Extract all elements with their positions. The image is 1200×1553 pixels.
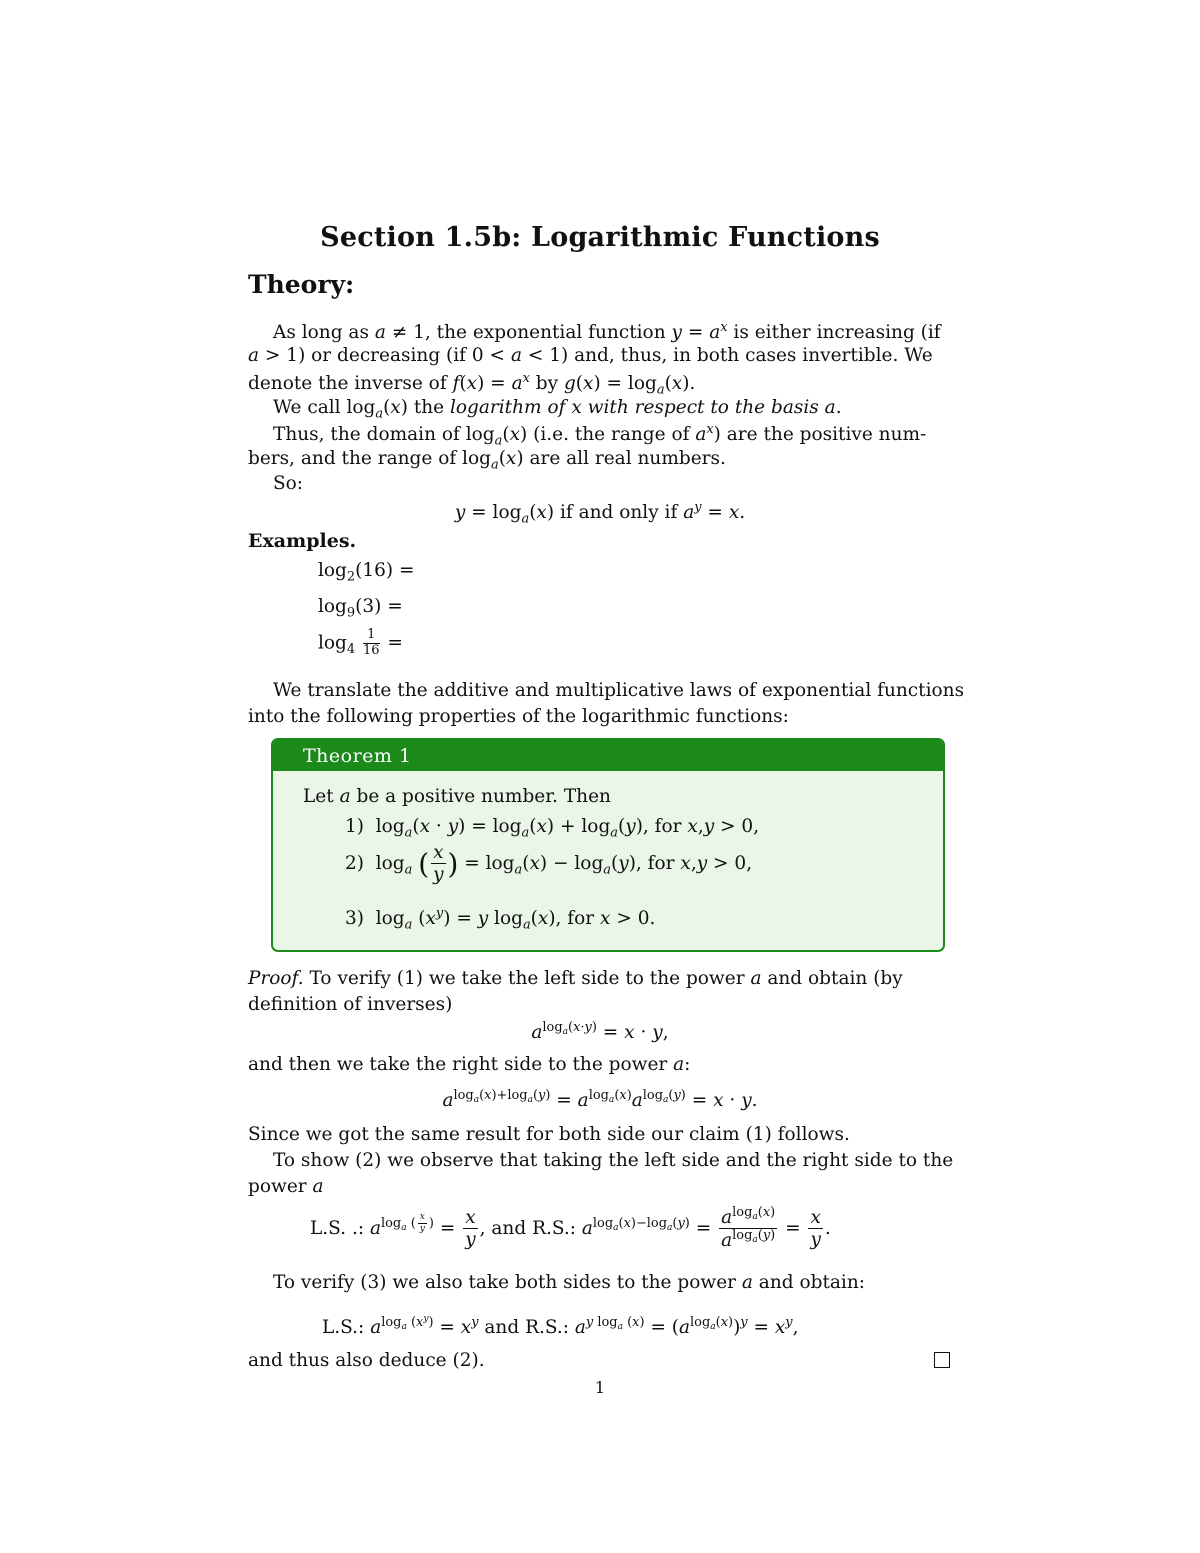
- example-1: $\log_2(16)$ =: [318, 560, 415, 585]
- para3-line1: Thus, the domain of $\log_a(x)$ (i.e. the range of $a^x$) are the positive num-: [273, 422, 927, 449]
- proof-line1: Proof. To verify (1) we take the left side to the power a and obtain (by: [248, 968, 903, 989]
- para1-line3: denote the inverse of $f(x) = a^x$ by $g(x) = \log_a(x)$.: [248, 371, 696, 398]
- examples-heading: Examples.: [248, 530, 357, 552]
- proof-equation-3: L.S. .: $a^{log_a ( \frac{x}{y} )}$ = $\frac{x}{y}$ , and R.S.: $a^{log_a(x)-log_a(y)}$ = $\frac{a^{log_a(x)}}{a^{log_a(y)}}$ = $\frac{x}{y}$ .: [310, 1205, 831, 1252]
- theorem-box: [271, 738, 945, 952]
- para4-line2: into the following properties of the logarithmic functions:: [248, 706, 789, 727]
- proof-line3: and then we take the right side to the power a:: [248, 1054, 691, 1075]
- para3-line2: bers, and the range of $\log_a(x)$ are all real numbers.: [248, 448, 726, 473]
- proof-line7: To verify (3) we also take both sides to the power a and obtain:: [273, 1272, 865, 1293]
- proof-line2: definition of inverses): [248, 994, 453, 1015]
- theorem-item-3: 3) $\log_a (x^y) = y$ $\log_a(x)$, for x > 0.: [345, 906, 656, 933]
- example-3: $\log_4$ $\frac{1}{16}$ =: [318, 627, 403, 658]
- theory-heading: Theory:: [248, 270, 355, 299]
- qed-square-icon: [934, 1352, 950, 1368]
- para1-line1: As long as a ≠ 1, the exponential function $y = a^x$ is either increasing (if: [273, 320, 941, 344]
- page-title: Section 1.5b: Logarithmic Functions: [320, 222, 880, 253]
- theorem-item-2: 2) $\log_a$ ( $\frac{x}{y}$ ) = $\log_a(x) - \log_a(y)$, for x,y > 0,: [345, 842, 753, 886]
- theorem-item-1: 1) $\log_a(x \cdot y) = \log_a(x) + \log_a(y)$, for x,y > 0,: [345, 816, 760, 841]
- theorem-title: Theorem 1: [273, 740, 943, 771]
- para2: We call $\log_a(x)$ the logarithm of x with respect to the basis a.: [273, 397, 842, 422]
- page-number: 1: [594, 1378, 606, 1397]
- para1-line2: a > 1) or decreasing (if 0 < a < 1) and, thus, in both cases invertible. We: [248, 345, 933, 366]
- proof-equation-1: $a^{log_a(x\cdot y)} = x \cdot y$,: [531, 1020, 669, 1044]
- proof-equation-2: $a^{log_a(x)+log_a(y)} = a^{log_a(x)}a^{log_a(y)} = x \cdot y$.: [442, 1088, 758, 1112]
- proof-line5: To show (2) we observe that taking the left side and the right side to the: [273, 1150, 954, 1171]
- theorem-intro: Let a be a positive number. Then: [303, 786, 611, 807]
- definition-equation: $y = \log_a(x)$ if and only if $a^y = x$.: [454, 500, 746, 527]
- example-2: $\log_9(3)$ =: [318, 596, 403, 621]
- so-label: So:: [273, 473, 304, 494]
- proof-line4: Since we got the same result for both side our claim (1) follows.: [248, 1124, 850, 1145]
- proof-line6: power a: [248, 1176, 324, 1197]
- para4-line1: We translate the additive and multiplicative laws of exponential functions: [273, 680, 965, 701]
- proof-equation-4: L.S.: $a^{log_a (x^y)} = x^y$ and R.S.: $a^{y log_a (x)} = (a^{log_a(x)})^y = x^y$,: [322, 1314, 799, 1339]
- proof-line8: and thus also deduce (2).: [248, 1350, 485, 1371]
